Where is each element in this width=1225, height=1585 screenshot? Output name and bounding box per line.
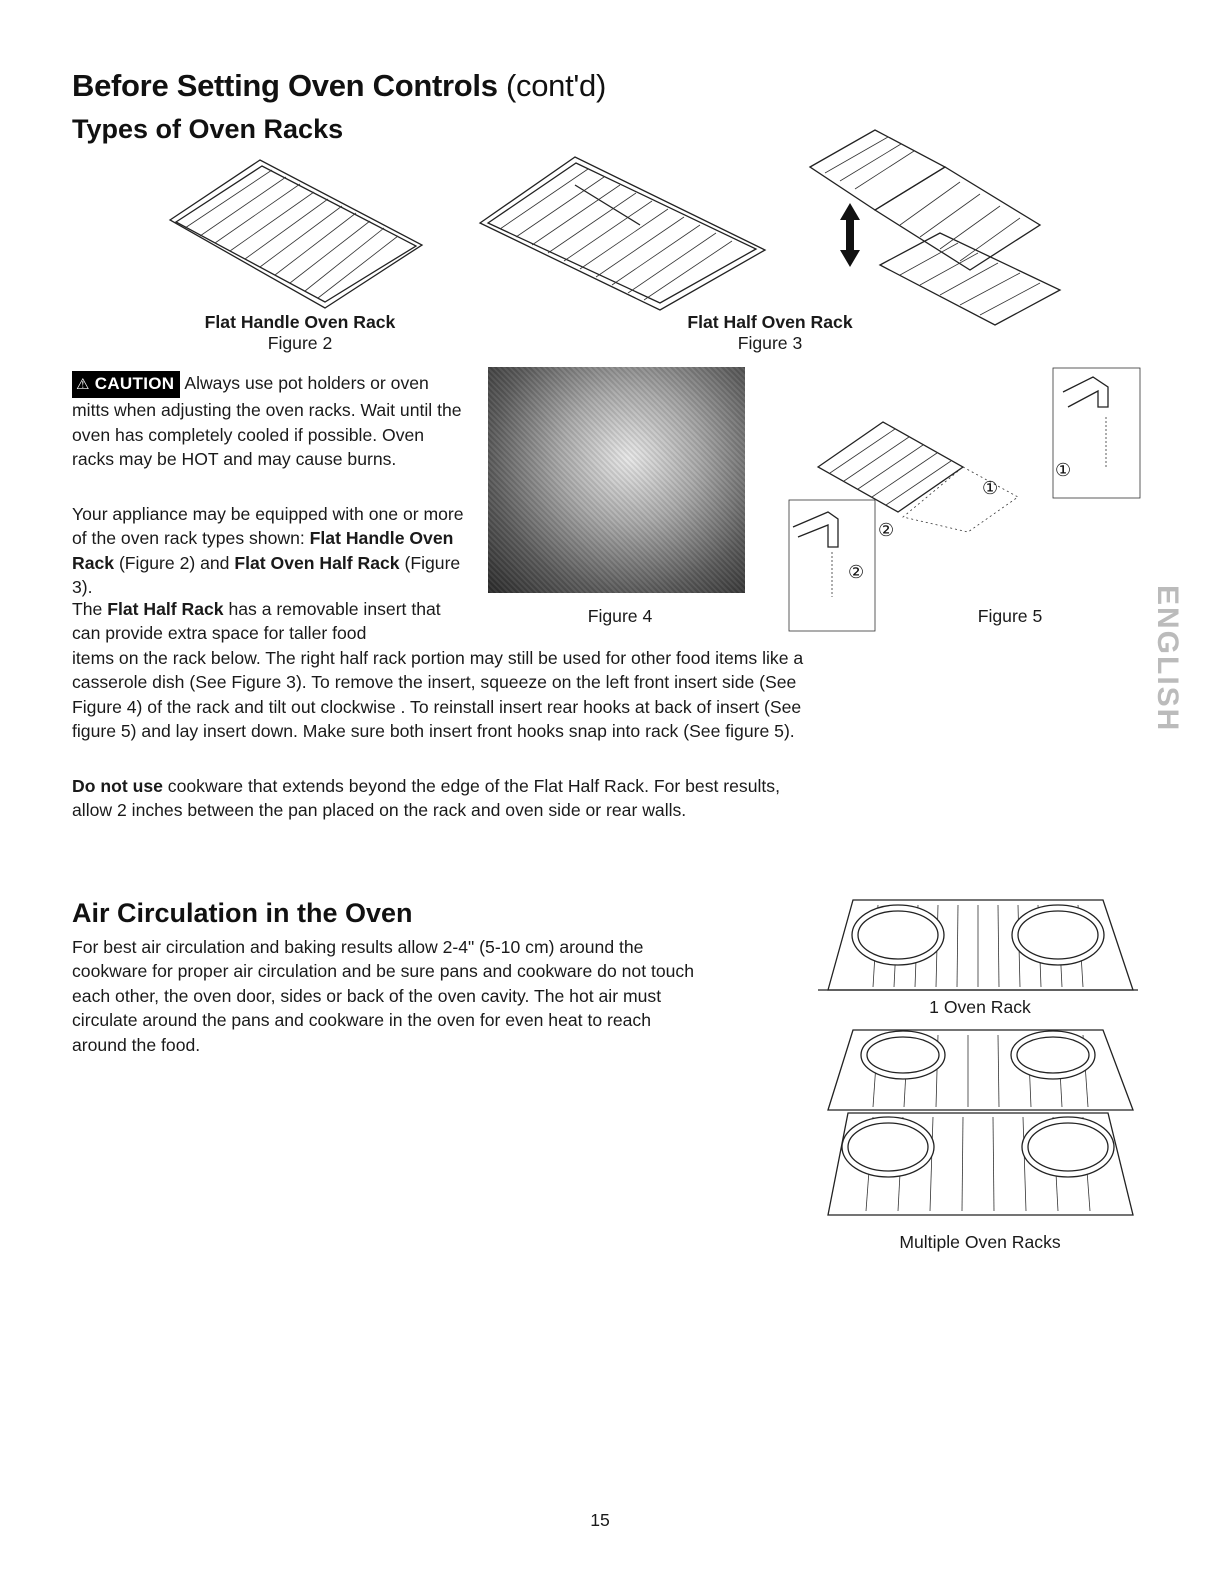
do-not-use-paragraph: Do not use cookware that extends beyond the edge of the Flat Half Rack. For best results, allow 2 inches between the pan placed on the rack and oven side or rear walls. <box>72 776 780 821</box>
figure-4-photo <box>488 367 745 593</box>
figure-3-label: Flat Half Oven Rack <box>687 312 853 332</box>
multiple-oven-racks-illustration <box>818 1025 1138 1220</box>
figure-2-number: Figure 2 <box>267 333 333 353</box>
figure-3-number: Figure 3 <box>737 333 803 353</box>
figure-2-label: Flat Handle Oven Rack <box>204 312 396 332</box>
figure-2-caption <box>170 312 430 354</box>
half-rack-paragraph-cont: items on the rack below. The right half rack portion may still be used for other food items like a casserole dish (See Figure 3). To remove the insert, squeeze on the left front insert side (See Figure 4) of the rack and tilt out clockwise . To reinstall insert rear hooks at back of insert (See figure 5) and lay insert down. Make sure both insert front hooks snap into rack (See figure 5). <box>72 648 804 742</box>
section-title-racks: Types of Oven Racks <box>72 114 344 144</box>
fig5-marker-1-inset: ① <box>1055 460 1072 480</box>
caution-badge: ⚠ CAUTION <box>72 371 180 398</box>
figure-5-number: Figure 5 <box>977 606 1043 626</box>
fig5-marker-2-inset: ② <box>848 562 865 582</box>
one-oven-rack-illustration <box>818 895 1138 995</box>
fig5-marker-1-rack: ① <box>982 478 999 498</box>
caution-text: Always use pot holders or oven mitts when adjusting the oven racks. Wait until the oven has completely cooled if possible. Oven racks may be HOT and may cause burns. <box>72 373 462 470</box>
flat-half-rack-illustration <box>480 125 1060 325</box>
fig5-marker-2-rack: ② <box>878 520 895 540</box>
language-side-tab: ENGLISH <box>1151 585 1184 733</box>
half-rack-paragraph-start: The Flat Half Rack has a removable insert that can provide extra space for taller food <box>72 599 441 644</box>
flat-handle-rack-illustration <box>160 150 430 315</box>
page-title-suffix: (cont'd) <box>497 68 606 103</box>
caution-paragraph <box>72 371 464 472</box>
page-title <box>72 68 606 104</box>
section-title-air: Air Circulation in the Oven <box>72 898 413 928</box>
one-rack-caption: 1 Oven Rack <box>929 997 1031 1017</box>
rack-types-paragraph: Your appliance may be equipped with one or more of the oven rack types shown: Flat Handle Oven Rack (Figure 2) and Flat Oven Half Rack (Figure 3). <box>72 504 464 598</box>
air-paragraph: For best air circulation and baking results allow 2-4" (5-10 cm) around the cookware for proper air circulation and be sure pans and cookware do not touch each other, the oven door, sides or back of the oven cavity. The hot air must circulate around the pans and cookware in the oven for even heat to reach around the food. <box>72 937 695 1055</box>
page-number: 15 <box>590 1510 610 1530</box>
multiple-racks-caption: Multiple Oven Racks <box>899 1232 1061 1252</box>
figure-5-insert-hooks-illustration <box>788 367 1143 632</box>
warning-icon: ⚠ <box>76 376 90 393</box>
page-title-main: Before Setting Oven Controls <box>72 68 498 103</box>
figure-3-caption <box>640 312 900 354</box>
figure-4-number: Figure 4 <box>587 606 653 626</box>
